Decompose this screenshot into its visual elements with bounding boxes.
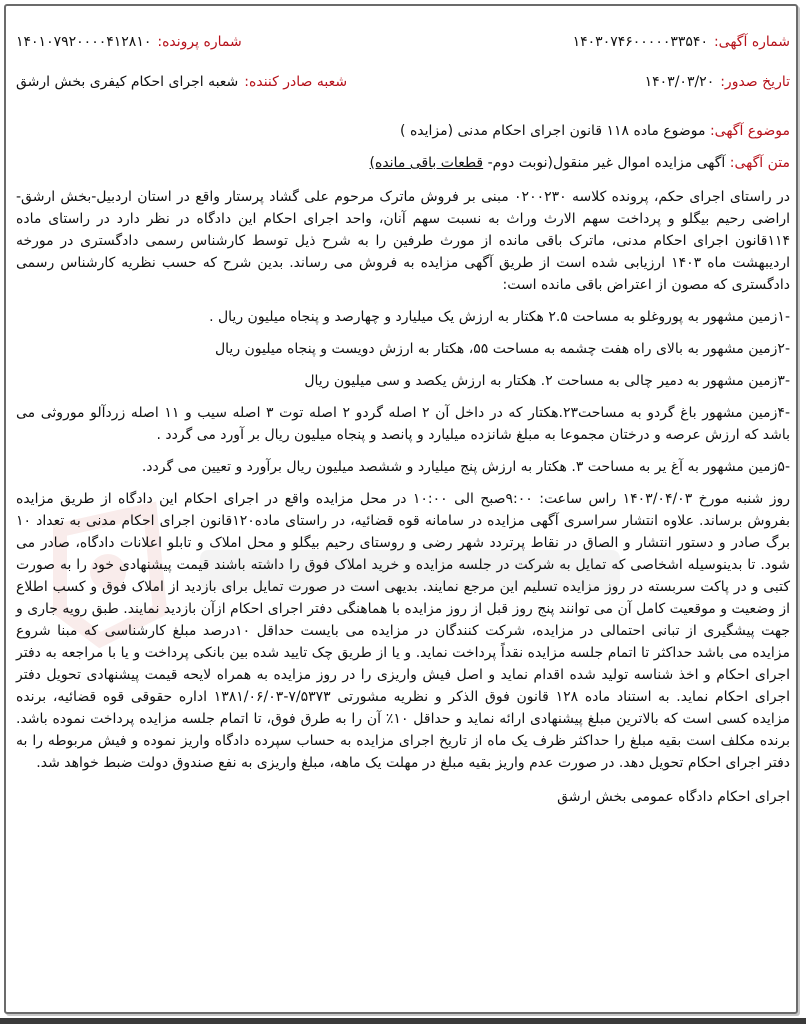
body-intro: در راستای اجرای حکم، پرونده کلاسه ۰۲۰۰۲۳۰ مبنی بر فروش ماترک مرحوم علی گشاد پرستار واقع در استان اردبیل-بخش ارشق-اراضی رحیم بیگلو و پرداخت سهم الارث وراث به نسبت سهم آنان، واحد اجرای احکام این دادگاه در نظر دارد در راستای ماده ۱۱۴قانون اجرای احکام مدنی، ماترک باقی مانده از مورث طرفین را به شرح ذیل توسط کارشناس رسمی دادگستری در مورخه اردیبهشت ماه ۱۴۰۳ ارزیابی شده است از طریق آگهی مزایده به فروش می رساند. بدین شرح که حسب نظریه کارشناس رسمی دادگستری که مصون از اعتراض باقی مانده است: xyxy=(16,189,790,293)
property-item-2: -۲زمین مشهور به بالای راه هفت چشمه به مساحت ۵۵، هکتار به ارزش دویست و پنجاه میلیون ریال xyxy=(214,341,790,357)
notice-number-label: شماره آگهی: xyxy=(713,34,790,50)
ad-text-title xyxy=(16,155,790,171)
issuing-branch-label: شعبه صادر کننده: xyxy=(244,74,348,90)
property-item-3: -۳زمین مشهور به دمیر چالی به مساحت ۲. هکتار به ارزش یکصد و سی میلیون ریال xyxy=(304,373,790,389)
case-number-label: شماره پرونده: xyxy=(157,34,242,50)
notice-subject xyxy=(16,123,790,139)
case-number-value: ۱۴۰۱۰۷۹۲۰۰۰۰۴۱۲۸۱۰ xyxy=(16,34,152,50)
ad-text-value: آگهی مزایده اموال غیر منقول(نوبت دوم- xyxy=(483,155,726,171)
issue-date-value: ۱۴۰۳/۰۳/۲۰ xyxy=(644,74,715,90)
notice-body xyxy=(16,186,790,808)
header-row-numbers xyxy=(16,34,790,50)
property-item-1: -۱زمین مشهور به پوروغلو به مساحت ۲.۵ هکتار به ارزش یک میلیارد و چهارصد و پنجاه میلیون ریال . xyxy=(209,309,790,325)
property-item-4: -۴زمین مشهور باغ گردو به مساحت۲۳.هکتار که در داخل آن ۲ اصله گردو ۲ اصله توت ۳ اصله سیب و ۱۱ اصله زردآلو موروثی می باشد که ارزش عرصه و درختان مجموعا به مبلغ شانزده میلیارد و پانصد و پنجاه میلیون ریال بر آورد می گردد . xyxy=(16,405,790,443)
notice-number xyxy=(573,34,790,50)
issue-date xyxy=(645,74,790,90)
issuing-branch xyxy=(16,74,347,90)
bottom-bar xyxy=(0,1018,806,1024)
case-number xyxy=(16,34,242,50)
ad-text-underlined: قطعات باقی مانده) xyxy=(369,155,484,171)
subject-label: موضوع آگهی: xyxy=(709,123,790,139)
property-item-5: -۵زمین مشهور به آغ یر به مساحت ۳. هکتار به ارزش پنج میلیارد و ششصد میلیون ریال برآورد و تعیین می گردد. xyxy=(141,459,790,475)
auction-terms: روز شنبه مورخ ۱۴۰۳/۰۴/۰۳ راس ساعت: ۹:۰۰صبح الی ۱۰:۰۰ در محل مزایده واقع در اجرای احکام این دادگاه از طریق مزایده بفروش برساند. علاوه انتشار سراسری آگهی مزایده در سامانه قوه قضائیه، در راستای ماده۱۲۰قانون اجرای احکام مدنی به تعداد ۱۰ برگ صادر و دستور انتشار و الصاق در نقاط پرتردد شهر رضی و روستای رحیم بیگلو و محل املاک و تابلو اعلانات دادگاه، صادر می شود. تا بدینوسیله اشخاصی که تمایل به شرکت در جلسه مزایده و خرید املاک فوق را داشته باشند قیمت پیشنهادی خود را به صورت کتبی و در پاکت سربسته در روز مزایده تسلیم این مرجع نمایند. بدیهی است در صورت تمایل برای بازدید از املاک فوق و کسب اطلاع از وضعیت و موقعیت کامل آن می توانند پنج روز قبل از روز مزایده با هماهنگی دفتر اجرای احکام ازآن بازدید نمایند. طبق رویه جاری و جهت پیشگیری از تبانی احتمالی در مزایده، شرکت کنندگان در مزایده می بایست حداقل ۱۰درصد مبلغ کارشناسی که مبنا شروع مزایده می باشد حداکثر تا اتمام جلسه مزایده نقداً پرداخت نماید. و یا از طریق چک تایید شده بین بانکی پرداخت و یا با مراجعه به دفتر اجرای احکام و اخذ شناسه تولید شده اقدام نماید و اصل فیش واریزی را در روز مزایده به همراه لایحه قیمت پیشنهادی تحویل دفتر اجرای احکام نماید. به استناد ماده ۱۲۸ قانون فوق الذکر و نظریه مشورتی ۷/۵۳۷۳-۱۳۸۱/۰۶/۰۳ اداره حقوقی قوه قضائیه، برنده مزایده کسی است که بالاترین مبلغ پیشنهادی ارائه نماید و حداقل ۱۰٪ آن را به طرق فوق، تا اتمام جلسه مزایده پرداخت نموده باشد. برنده مکلف است بقیه مبلغ را حداکثر ظرف یک ماه از تاریخ اجرای مزایده به حساب سپرده دادگاه واریز نموده و فیش مربوطه را به دفتر اجرای احکام تحویل دهد. در صورت عدم واریز بقیه مبلغ در مهلت یک ماهه، مبلغ واریزی به نفع صندوق دولت ضبط خواهد شد. xyxy=(16,491,791,771)
header-row-date-branch xyxy=(16,74,790,90)
issue-date-label: تاریخ صدور: xyxy=(720,74,790,90)
subject-value: موضوع ماده ۱۱۸ قانون اجرای احکام مدنی (مزایده ) xyxy=(400,123,706,139)
issuing-branch-value: شعبه اجرای احکام کیفری بخش ارشق xyxy=(16,74,239,90)
notice-number-value: ۱۴۰۳۰۷۴۶۰۰۰۰۰۳۳۵۴۰ xyxy=(572,34,708,50)
signature: اجرای احکام دادگاه عمومی بخش ارشق xyxy=(557,789,790,805)
ad-text-label: متن آگهی: xyxy=(729,155,790,171)
